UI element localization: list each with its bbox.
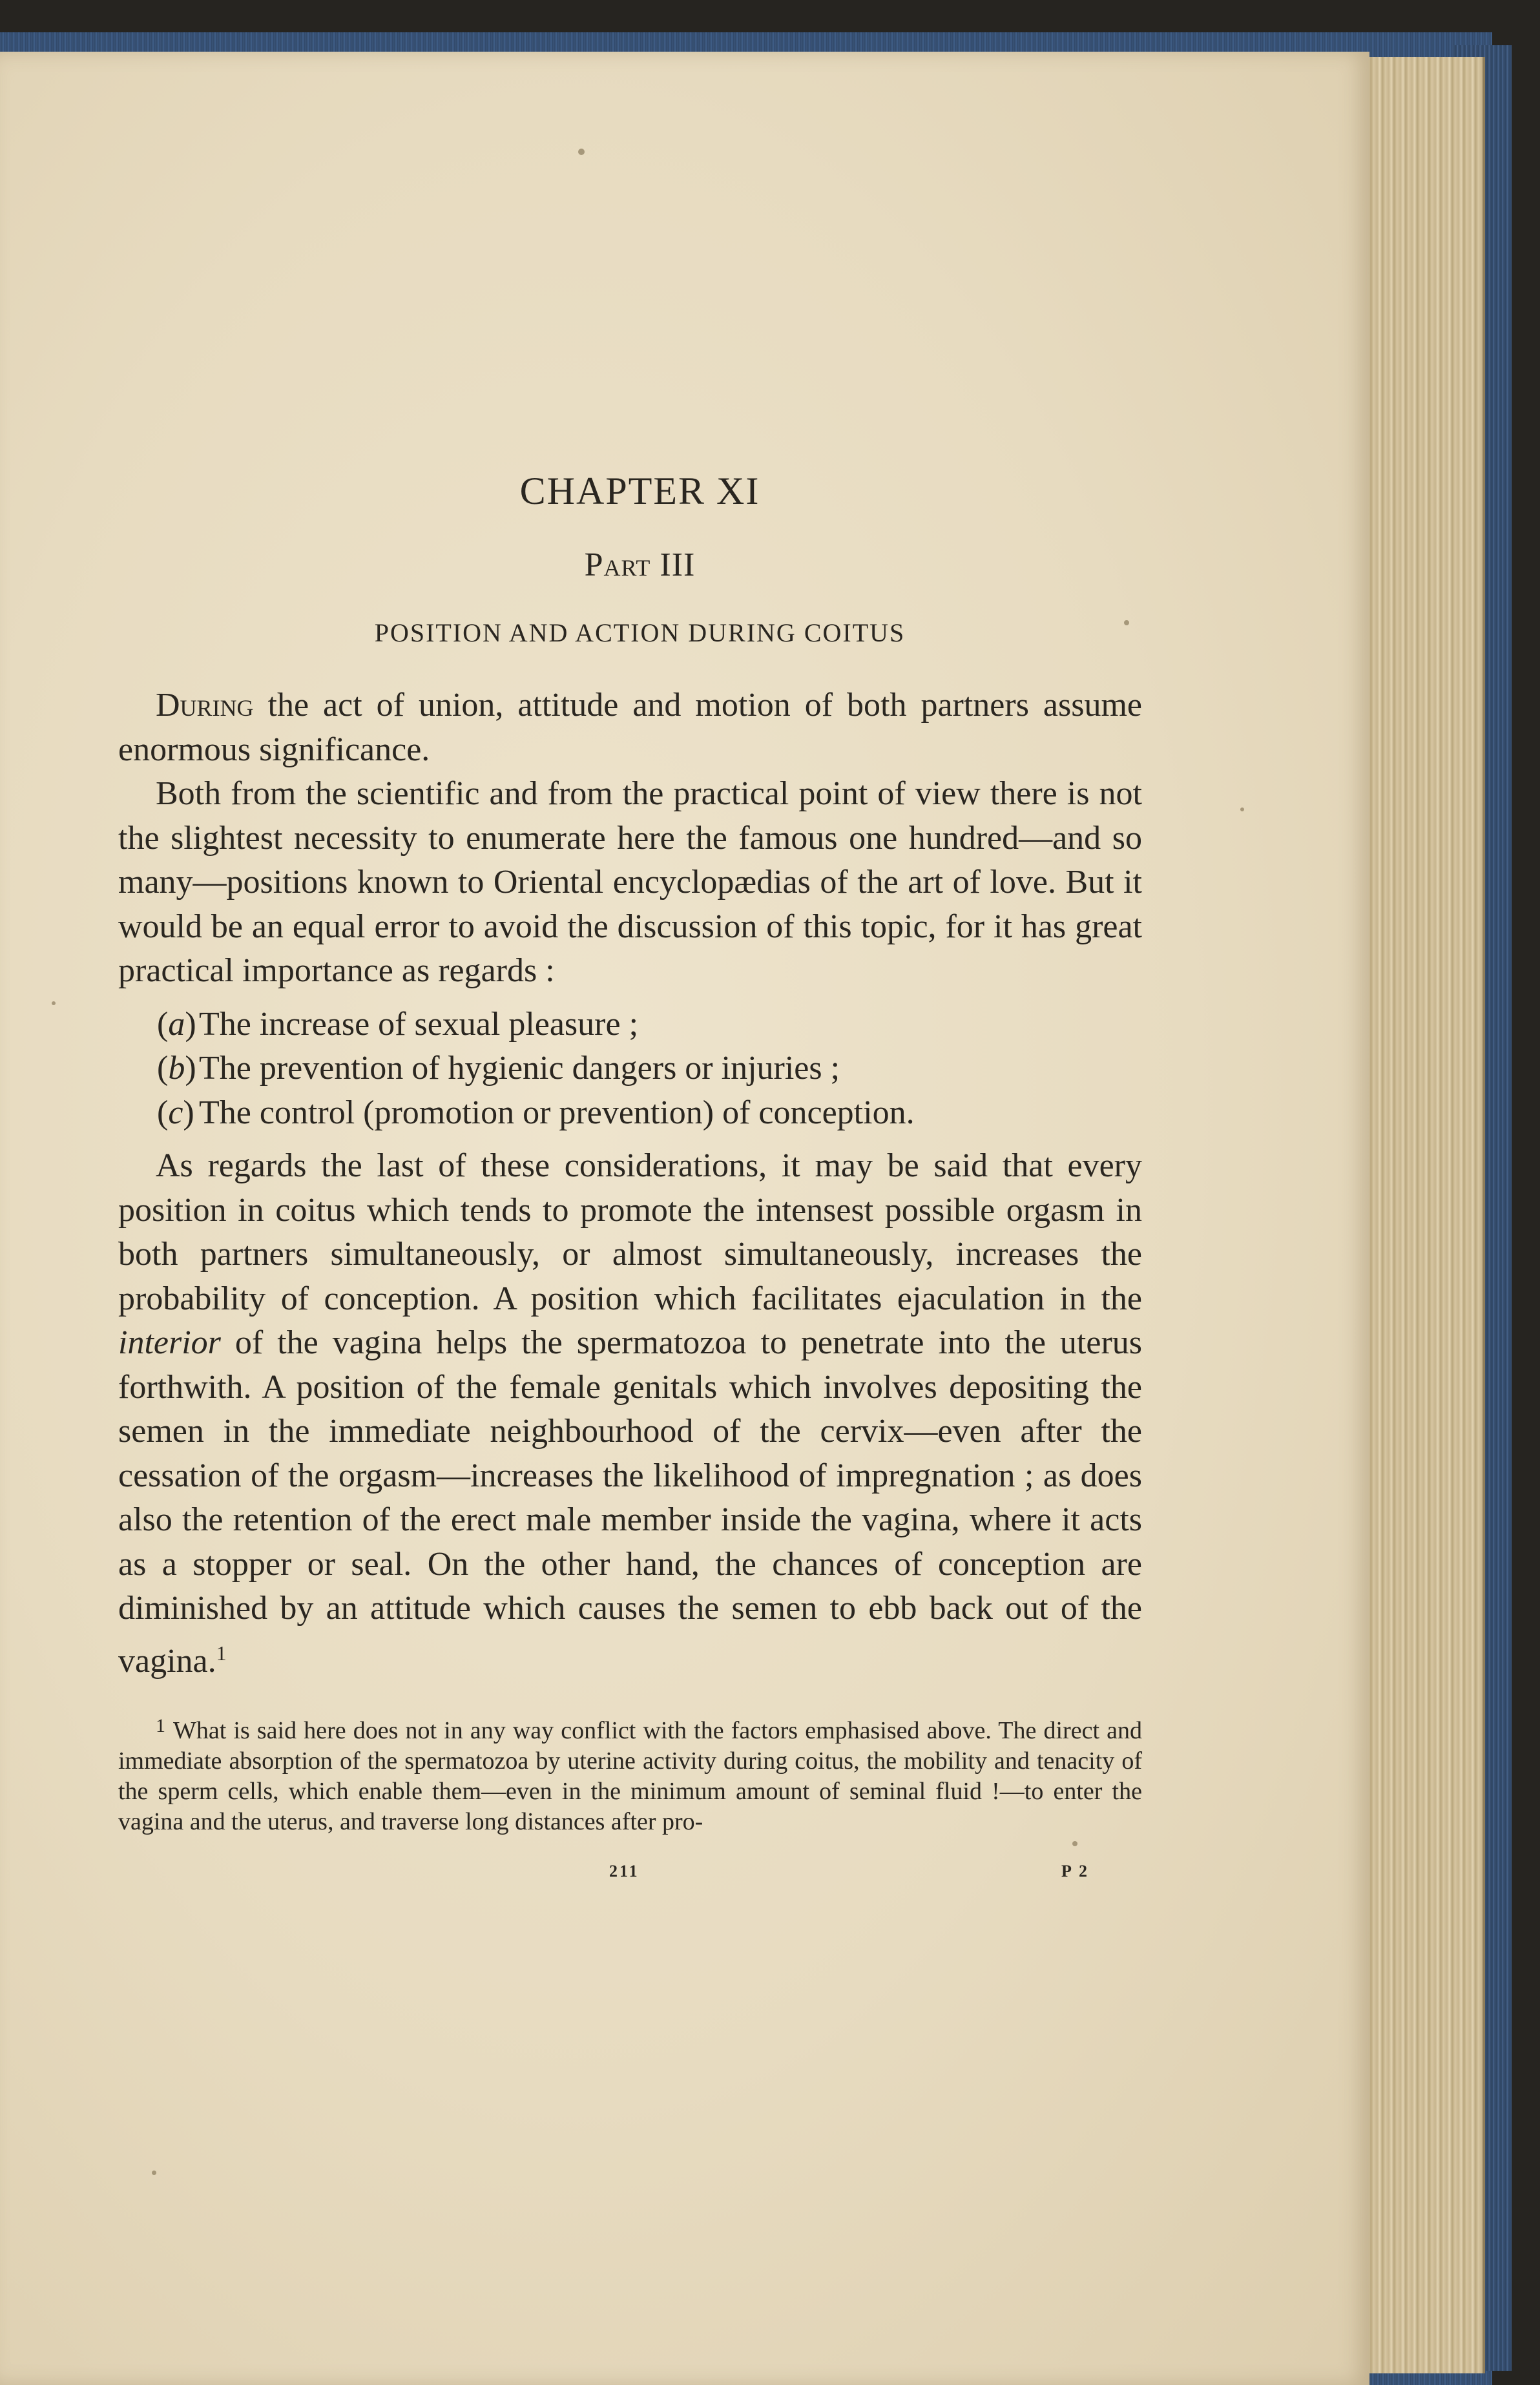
list-item-marker: (b) bbox=[157, 1050, 196, 1087]
considerations-list bbox=[118, 1003, 1142, 1136]
list-item-marker: (c) bbox=[157, 1094, 194, 1131]
page-edges bbox=[1350, 57, 1485, 2373]
list-item bbox=[118, 1047, 1142, 1091]
footnote-text: What is said here does not in any way conflict with the factors emphasised above. The direct and immediate absorption of the spermatozoa by uterine activity during coitus, the mobility and tenacity of the sperm cells, which enable them—even in the minimum amount of seminal fluid !—to enter the vagina and the uterus, and traverse long distances after pro- bbox=[118, 1717, 1142, 1835]
emphasis-interior: interior bbox=[118, 1324, 221, 1361]
paragraph-3 bbox=[118, 1144, 1142, 1683]
paragraph-2: Both from the scientific and from the practical point of view there is not the slightest necessity to enumerate here the famous one hundred—and so many—positions known to Oriental encyclopædias of the art of love. But it would be an equal error to avoid the discussion of this topic, for it has great practical importance as regards : bbox=[118, 775, 1142, 989]
list-item-text: The prevention of hygienic dangers or injuries ; bbox=[199, 1050, 840, 1087]
footnote-marker: 1 bbox=[156, 1715, 165, 1736]
page-footer bbox=[118, 1862, 1142, 1901]
chapter-heading: CHAPTER XI bbox=[519, 470, 760, 512]
page-number: 211 bbox=[609, 1862, 640, 1880]
paragraph-3-part-1: As regards the last of these considerations, it may be said that every position in coitus which tends to promote the intensest possible orgasm in both partners simultaneously, or almost simultaneously, increases the probability of conception. A position which facilitates ejaculation in the bbox=[118, 1147, 1142, 1317]
footnote-reference: 1 bbox=[216, 1641, 227, 1665]
paragraph-1-lead: During bbox=[156, 687, 254, 724]
section-heading: POSITION AND ACTION DURING COITUS bbox=[374, 618, 906, 647]
part-heading: Part III bbox=[584, 547, 696, 583]
paragraph-1 bbox=[118, 683, 1142, 772]
list-item bbox=[118, 1091, 1142, 1136]
footnote bbox=[118, 1711, 1142, 1837]
paragraph-3-part-2: of the vagina helps the spermatozoa to penetrate into the uterus forthwith. A position of the female genitals which involves depositing the semen in the immediate neighbourhood of the cervix—even after the cessation of the orgasm—increases the likelihood of impregnation ; as does also the retention of the erect male member inside the vagina, where it acts as a stopper or seal. On the other hand, the chances of conception are diminished by an attitude which causes the semen to ebb back out of the vagina. bbox=[118, 1324, 1142, 1680]
signature-mark: P 2 bbox=[1061, 1862, 1089, 1880]
paragraph-1-body: the act of union, attitude and motion of both partners assume enormous significance. bbox=[118, 687, 1142, 768]
list-item-text: The control (promotion or prevention) of conception. bbox=[199, 1094, 915, 1131]
list-item-marker: (a) bbox=[157, 1005, 196, 1043]
page-text bbox=[118, 452, 1142, 1901]
list-item-text: The increase of sexual pleasure ; bbox=[199, 1005, 639, 1043]
list-item bbox=[118, 1003, 1142, 1047]
